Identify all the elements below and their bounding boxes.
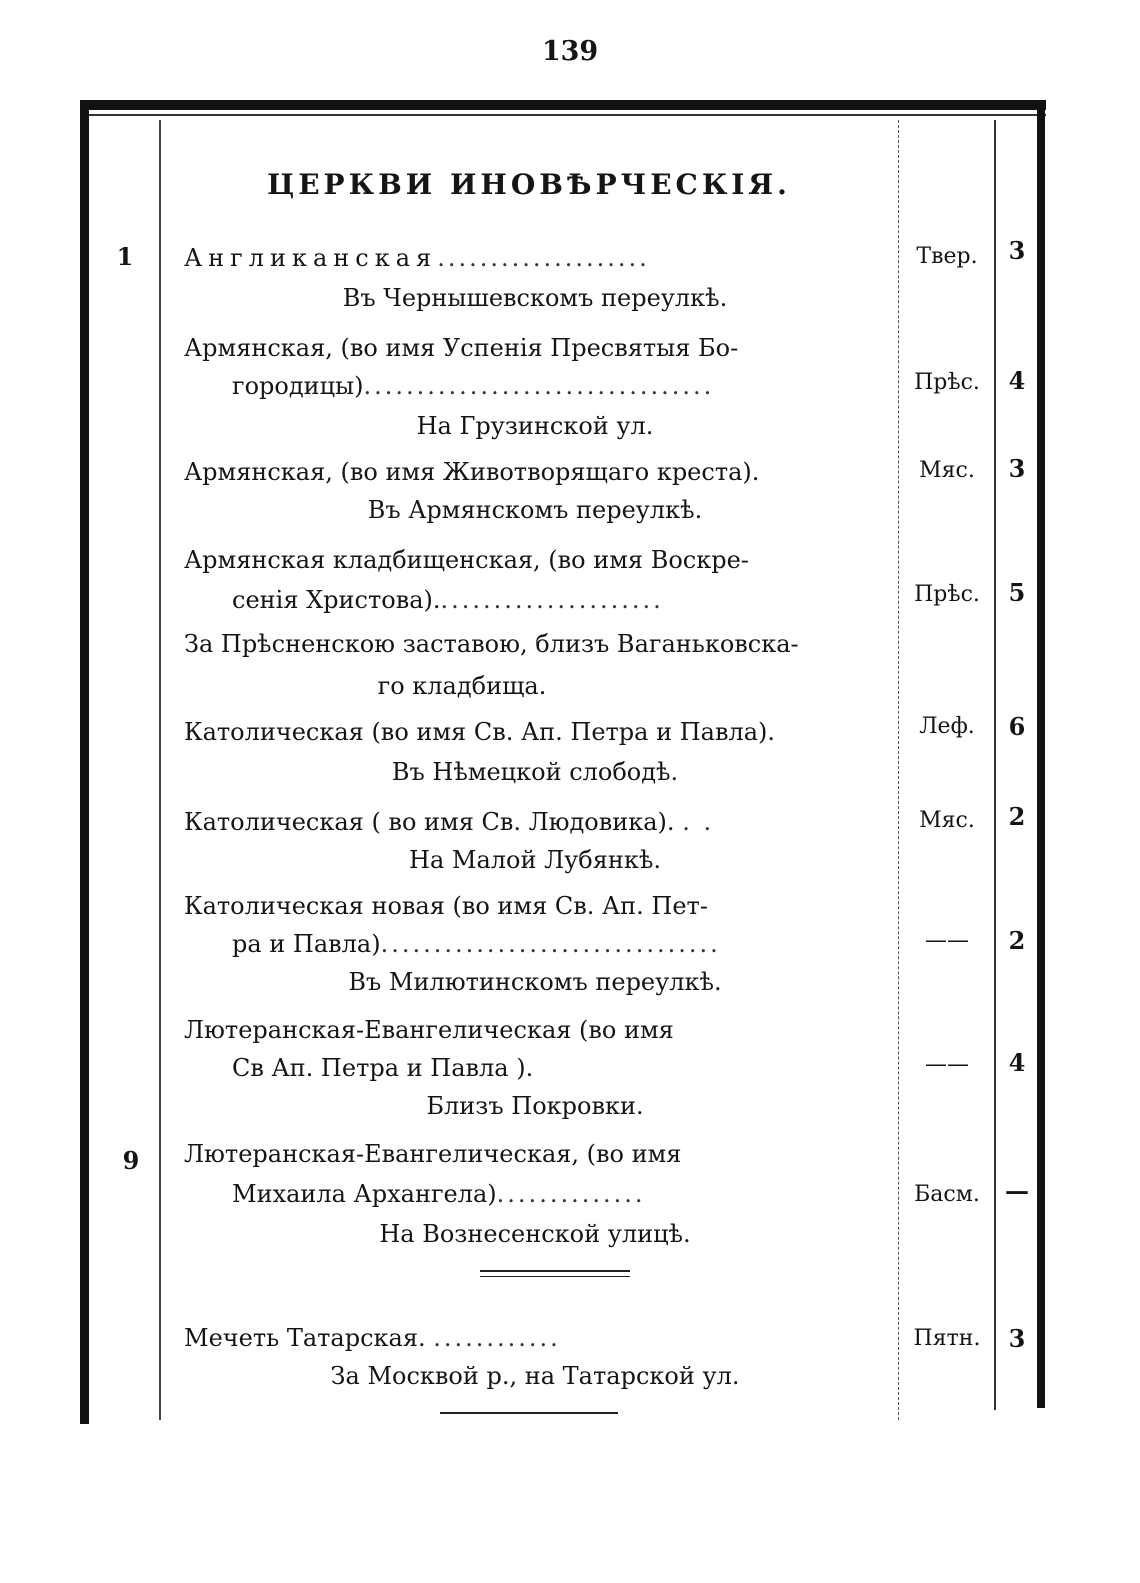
table-top-thin-rule (80, 114, 1046, 116)
entry-quarter: 5 (1008, 578, 1026, 607)
entry-number: 9 (122, 1146, 140, 1175)
entry-quarter: 2 (1008, 802, 1026, 831)
entry-name-continued: городицы)................................. (232, 372, 715, 400)
entry-name: Католическая (во имя Св. Ап. Петра и Павла). (184, 718, 776, 746)
section-separator (480, 1270, 630, 1272)
entry-address: Въ Милютинскомъ переулкѣ. (348, 968, 722, 996)
entry-name: Армянская кладбищенская, (во имя Воскре- (184, 546, 749, 574)
entry-name: Лютеранская-Евангелическая, (во имя (184, 1140, 682, 1168)
entry-quarter: 3 (1008, 1324, 1026, 1353)
entry-quarter: 4 (1008, 1048, 1026, 1077)
section-title: ЦЕРКВИ ИНОВѢРЧЕСКІЯ. (267, 168, 791, 201)
entry-part: Мяс. (919, 458, 975, 483)
column-divider-number (159, 120, 161, 1420)
entry-name-continued: сенія Христова)...................... (232, 586, 664, 614)
entry-name: Мечеть Татарская. ............ (184, 1324, 561, 1352)
page-number: 139 (541, 36, 599, 67)
entry-part: Басм. (914, 1182, 980, 1207)
entry-part: Леф. (919, 714, 975, 739)
entry-address: За Прѣсненскою заставою, близъ Ваганьковска- (184, 630, 799, 658)
entry-part: Прѣс. (914, 582, 980, 607)
entry-part: Прѣс. (914, 370, 980, 395)
column-divider-quarter (994, 120, 996, 1410)
entry-part: —— (925, 928, 969, 953)
entry-address: Въ Нѣмецкой слободѣ. (391, 758, 679, 786)
entry-name: Англиканская.................... (184, 244, 650, 272)
entry-name-continued: Св Ап. Петра и Павла ). (232, 1054, 534, 1082)
entry-name-continued: ра и Павла)................................ (232, 930, 721, 958)
entry-name-continued: Михаила Архангела).............. (232, 1180, 646, 1208)
entry-address: За Москвой р., на Татарской ул. (330, 1362, 740, 1390)
entry-quarter: 4 (1008, 366, 1026, 395)
table-top-rule (80, 100, 1046, 110)
entry-part: Мяс. (919, 808, 975, 833)
table-left-border (80, 108, 89, 1424)
table-right-border (1037, 108, 1045, 1408)
entry-quarter: 3 (1008, 454, 1026, 483)
entry-part: Пятн. (913, 1326, 981, 1351)
entry-address: На Вознесенской улицѣ. (379, 1220, 691, 1248)
closing-rule (440, 1412, 618, 1414)
entry-quarter: — (1005, 1176, 1029, 1205)
entry-address: На Малой Лубянкѣ. (409, 846, 661, 874)
entry-number: 1 (116, 242, 134, 271)
entry-name: Лютеранская-Евангелическая (во имя (184, 1016, 674, 1044)
entry-address-continued: го кладбища. (377, 672, 547, 700)
entry-name: Армянская, (во имя Животворящаго креста). (184, 458, 760, 486)
entry-address: На Грузинской ул. (416, 412, 654, 440)
entry-name: Католическая ( во имя Св. Людовика). . . (184, 808, 715, 836)
entry-part: Твер. (916, 244, 978, 269)
entry-quarter: 3 (1008, 236, 1026, 265)
entry-address: Близъ Покровки. (426, 1092, 644, 1120)
entry-address: Въ Армянскомъ переулкѣ. (367, 496, 703, 524)
entry-quarter: 6 (1008, 712, 1026, 741)
entry-name: Армянская, (во имя Успенія Пресвятыя Бо- (184, 334, 739, 362)
entry-name: Католическая новая (во имя Св. Ап. Пет- (184, 892, 708, 920)
section-separator-thin (480, 1276, 630, 1277)
entry-address: Въ Чернышевскомъ переулкѣ. (342, 284, 728, 312)
entry-part: —— (925, 1052, 969, 1077)
entry-quarter: 2 (1008, 926, 1026, 955)
column-divider-part (898, 120, 901, 1420)
